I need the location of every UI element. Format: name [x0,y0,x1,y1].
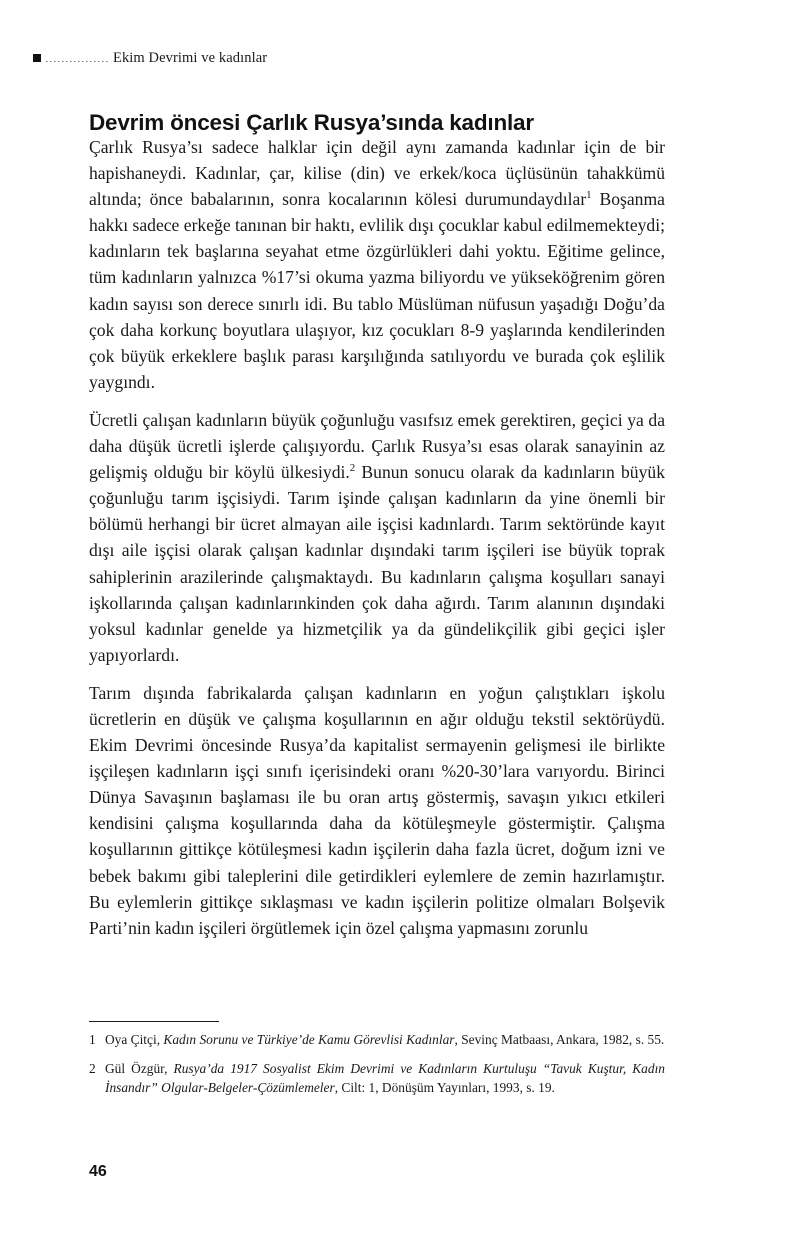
footnote-2 [89,1059,665,1098]
running-header [33,48,673,68]
body-column [89,134,665,941]
page-number: 46 [89,1163,107,1180]
paragraph-2 [89,407,665,668]
footnote-marker-1[interactable]: 1 [586,189,592,202]
footnote-1-text [105,1030,665,1050]
running-header-text: Ekim Devrimi ve kadınlar [113,49,268,66]
paragraph-2-text-b: Bunun sonucu olarak da kadınların büyük çoğunluğu tarım işçisiydi. Tarım işinde çalışan kadınların da yine önemli bir bölümü herhangi bir ücret almayan aile işçisi kadınlardı. Tarım sektöründe kayıt dışı aile işçisi olarak çalışan kadınlar dışındaki tarım işçileri ise büyük toprak sahiplerinin arazilerinde çalışmaktaydı. Bu kadınların çalışma koşulları sanayi işkollarında çalışan kadınlarınkinden çok daha ağırdı. Tarım alanının dışındaki yoksul kadınlar genelde ya hizmetçilik ya da gündelikçilik gibi geçici işler yapıyorlardı. [89,462,665,665]
footnote-2-number: 2 [89,1060,96,1076]
page-title: Devrim öncesi Çarlık Rusya’sında kadınlar [89,110,534,136]
footnote-2-title: Rusya’da 1917 Sosyalist Ekim Devrimi ve Kadınların Kurtuluşu “Tavuk Kuştur, Kadın İnsandır” Olgular-Belgeler-Çözümlemeler [105,1060,665,1096]
footnote-1 [89,1030,665,1050]
footnote-2-text [105,1059,665,1098]
dotted-leader-icon [46,61,108,62]
paragraph-1-text-b: Boşanma hakkı sadece erkeğe tanınan bir haktı, evlilik dışı çocuklar kabul edilmemekteydi; kadınların tek başlarına seyahat etme özgürlükleri dahi yoktu. Eğitime gelince, tüm kadınların yalnızca %17’si okuma yazma biliyordu ve yükseköğrenim gören kadın sayısı son derece sınırlı idi. Bu tablo Müslüman nüfusun yaşadığı Doğu’da çok daha korkunç boyutlara ulaşıyor, kız çocukları 8-9 yaşlarında kendilerinden çok büyük erkeklere başlık parası karşılığında satılıyordu ve burada çok eşlilik yaygındı. [89,189,665,392]
footnote-marker-2[interactable]: 2 [349,462,356,475]
footnote-1-rest: , Sevinç Matbaası, Ankara, 1982, s. 55. [454,1032,665,1047]
footnote-1-number: 1 [89,1032,96,1047]
footnote-separator-rule [89,1021,219,1022]
paragraph-3: Tarım dışında fabrikalarda çalışan kadınların en yoğun çalıştıkları işkolu ücretlerin en düşük ve çalışma koşullarının en ağır olduğu tekstil sektörüydü. Ekim Devrimi öncesinde Rusya’da kapitalist sermayenin gelişmesi ile birlikte işçileşen kadınların işçi sınıfı içerisindeki oranı %20-30’lara varıyordu. Birinci Dünya Savaşının başlaması ile bu oran artış göstermiş, savaşın yıkıcı etkileri kendisini çalışma koşullarında daha da kötüleşmeyle göstermiştir. Çalışma koşullarının gittikçe kötüleşmesi kadın işçilerin daha fazla ücret, doğum izni ve bebek bakımı gibi taleplerini dile getirdikleri eylemlere de zemin hazırlamıştır. Bu eylemlerin gittikçe sıklaşması ve kadın işçilerin politize olmaları Bolşevik Parti’nin kadın işçileri örgütlemek için özel çalışma yapmasını zorunlu [89,682,665,938]
footnote-2-author: Gül Özgür, [105,1060,174,1076]
footnote-1-author: Oya Çitçi, [105,1032,164,1047]
paragraph-1-text-a: Çarlık Rusya’sı sadece halklar için değil aynı zamanda kadınlar için de bir hapishaneydi. Kadınlar, çar, kilise (din) ve erkek/koca üçlüsünün tahakkümü altında; önce babalarının, sonra kocalarının kölesi durumundaydılar [89,137,665,210]
footnote-2-rest: , Cilt: 1, Dönüşüm Yayınları, 1993, s. 19. [334,1080,555,1096]
filled-square-icon [33,54,41,62]
footnotes-section [89,1021,665,1098]
footnote-1-title: Kadın Sorunu ve Türkiye’de Kamu Görevlisi Kadınlar [163,1032,455,1047]
paragraph-2-text-a: Ücretli çalışan kadınların büyük çoğunluğu vasıfsız emek gerektiren, geçici ya da daha düşük ücretli işlerde çalışıyordu. Çarlık Rusya’sı esas olarak sanayinin az gelişmiş olduğu bir köylü ülkesiydi. [89,409,665,483]
paragraph-1 [89,134,665,395]
